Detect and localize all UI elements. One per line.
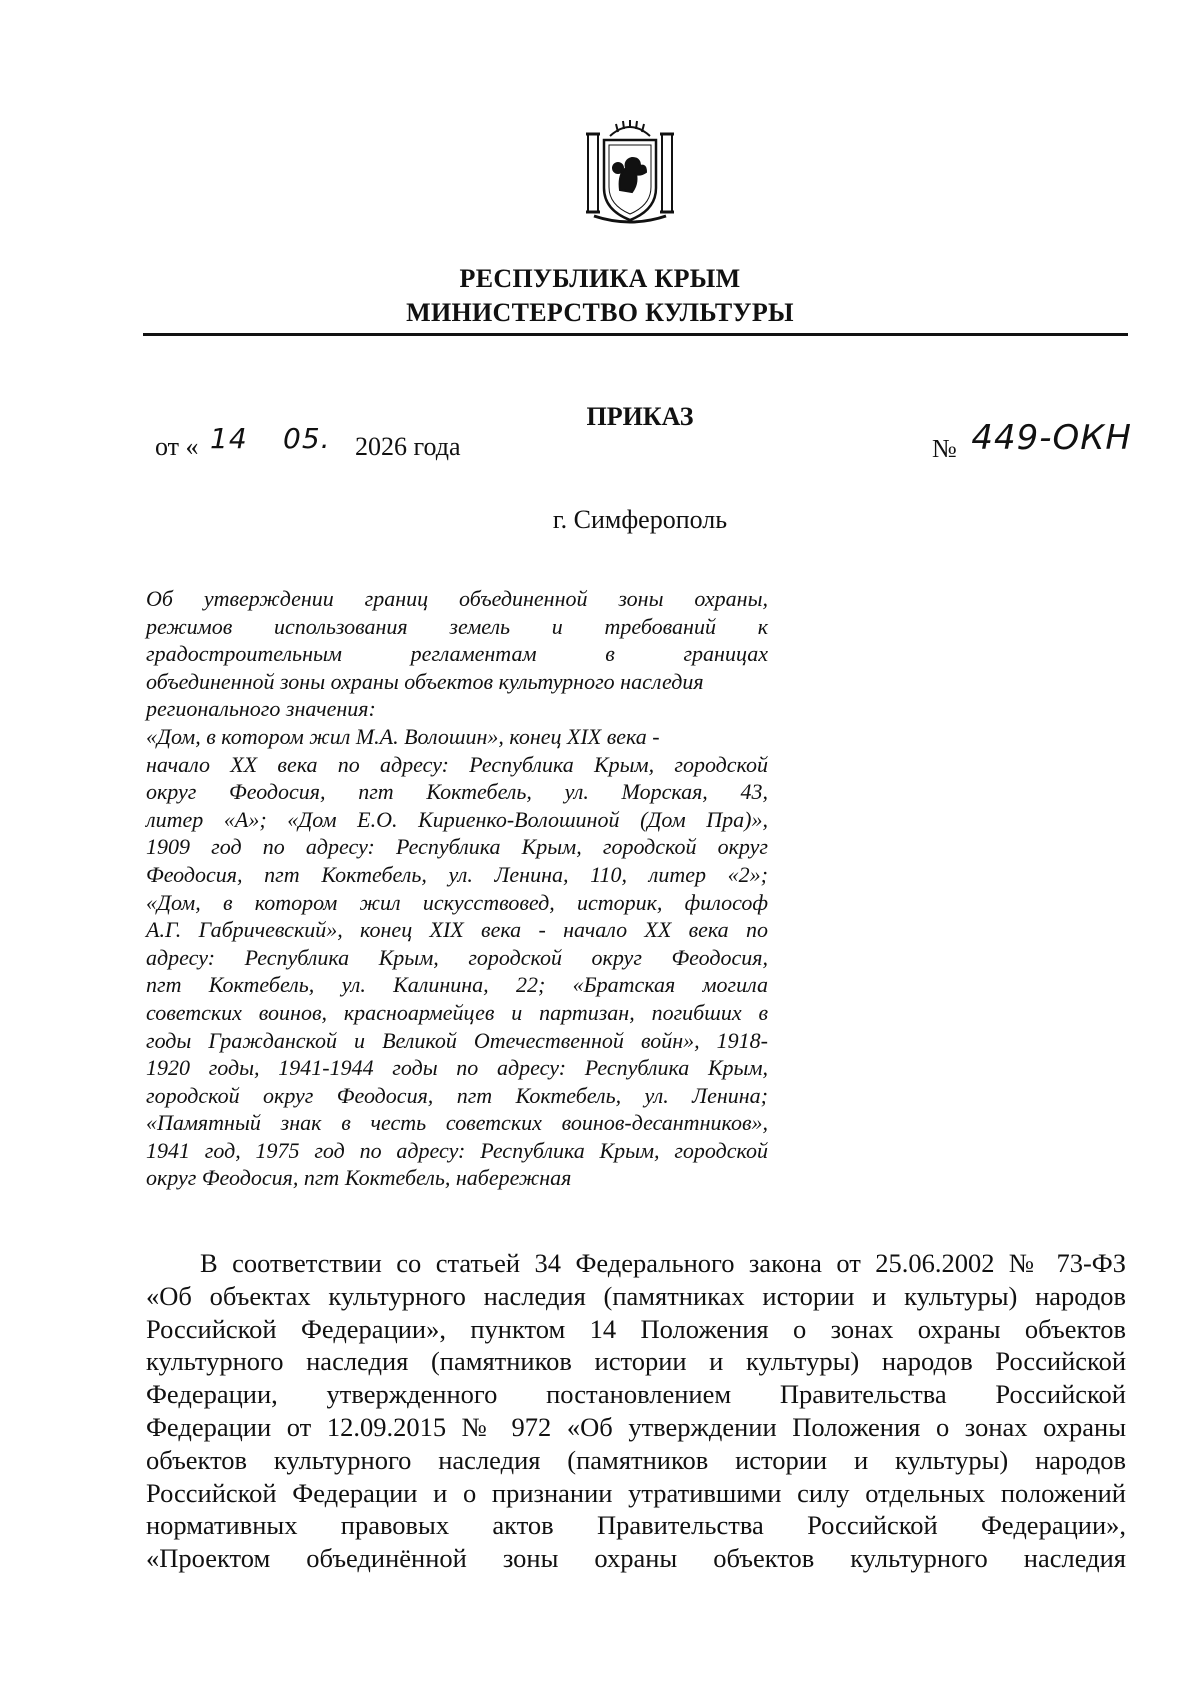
body-line: Российской Федерации», пунктом 14 Положения о зонах охраны объектов bbox=[146, 1313, 1126, 1344]
title-line: объединенной зоны охраны объектов культурного наследия bbox=[146, 668, 704, 694]
header-divider bbox=[143, 333, 1128, 336]
body-line: Российской Федерации и о признании утратившими силу отдельных положений bbox=[146, 1477, 1126, 1508]
title-line: начало XX века по адресу: Республика Крым, городской bbox=[146, 751, 768, 777]
date-day-handwritten: 14 bbox=[210, 422, 248, 455]
title-line: «Памятный знак в честь советских воинов-десантников», bbox=[146, 1110, 768, 1136]
date-month-handwritten: 05. bbox=[283, 422, 331, 455]
title-line: литер «А»; «Дом Е.О. Кириенко-Волошиной (Дом Пра)», bbox=[146, 806, 768, 832]
title-line: 1920 годы, 1941-1944 годы по адресу: Республика Крым, bbox=[146, 1055, 768, 1081]
title-line: городской округ Феодосия, пгт Коктебель, ул. Ленина; bbox=[146, 1082, 768, 1108]
number-sign: № bbox=[932, 434, 957, 463]
title-line: пгт Коктебель, ул. Калинина, 22; «Братская могила bbox=[146, 972, 768, 998]
body-line: Федерации, утвержденного постановлением Правительства Российской bbox=[146, 1379, 1126, 1410]
organization-header bbox=[0, 262, 1200, 330]
title-line: советских воинов, красноармейцев и партизан, погибших в bbox=[146, 999, 768, 1025]
title-line: А.Г. Габричевский», конец XIX века - начало XX века по bbox=[146, 917, 768, 943]
title-line: режимов использования земель и требований к bbox=[146, 613, 768, 639]
city-line: г. Симферополь bbox=[552, 505, 728, 534]
body-line: Федерации от 12.09.2015 № 972 «Об утверждении Положения о зонах охраны bbox=[146, 1411, 1126, 1442]
body-line: нормативных правовых актов Правительства Российской Федерации», bbox=[146, 1510, 1126, 1541]
date-prefix: от « bbox=[155, 432, 199, 461]
title-line: Об утверждении границ объединенной зоны охраны, bbox=[146, 586, 768, 611]
title-line: 1941 год, 1975 год по адресу: Республика Крым, городской bbox=[146, 1137, 768, 1163]
title-line: 1909 год по адресу: Республика Крым, городской округ bbox=[146, 834, 768, 860]
body-line: В соответствии со статьей 34 Федерального закона от 25.06.2002 № 73-ФЗ bbox=[200, 1248, 1126, 1278]
title-line: «Дом, в котором жил искусствовед, историк, философ bbox=[146, 889, 768, 915]
body-line: культурного наследия (памятников истории и культуры) народов Российской bbox=[146, 1346, 1126, 1377]
coat-of-arms-icon bbox=[580, 118, 680, 228]
order-number bbox=[932, 418, 1132, 466]
number-handwritten: 449-ОКН bbox=[971, 418, 1132, 458]
body-line: «Об объектах культурного наследия (памятниках истории и культуры) народов bbox=[146, 1280, 1126, 1311]
body-line: объектов культурного наследия (памятников истории и культуры) народов bbox=[146, 1444, 1126, 1475]
title-line: округ Феодосия, пгт Коктебель, набережная bbox=[146, 1165, 572, 1191]
body-text bbox=[146, 1247, 1126, 1575]
title-line: «Дом, в котором жил М.А. Волошин», конец XIX века - bbox=[146, 723, 660, 749]
title-line: регионального значения: bbox=[146, 696, 376, 722]
document-type: ПРИКАЗ bbox=[586, 402, 694, 431]
body-line: «Проектом объединённой зоны охраны объектов культурного наследия bbox=[146, 1543, 1126, 1574]
title-line: адресу: Республика Крым, городской округ Феодосия, bbox=[146, 944, 768, 970]
title-line: Феодосия, пгт Коктебель, ул. Ленина, 110, литер «2»; bbox=[146, 861, 768, 887]
ministry-name: МИНИСТЕРСТВО КУЛЬТУРЫ bbox=[406, 298, 794, 327]
order-title bbox=[146, 585, 768, 1192]
title-line: округ Феодосия, пгт Коктебель, ул. Морская, 43, bbox=[146, 779, 768, 805]
order-date bbox=[155, 422, 461, 462]
republic-name: РЕСПУБЛИКА КРЫМ bbox=[459, 264, 741, 293]
title-line: градостроительным регламентам в границах bbox=[146, 641, 768, 667]
title-line: годы Гражданской и Великой Отечественной войн», 1918- bbox=[146, 1027, 768, 1053]
date-year: 2026 года bbox=[355, 432, 461, 461]
